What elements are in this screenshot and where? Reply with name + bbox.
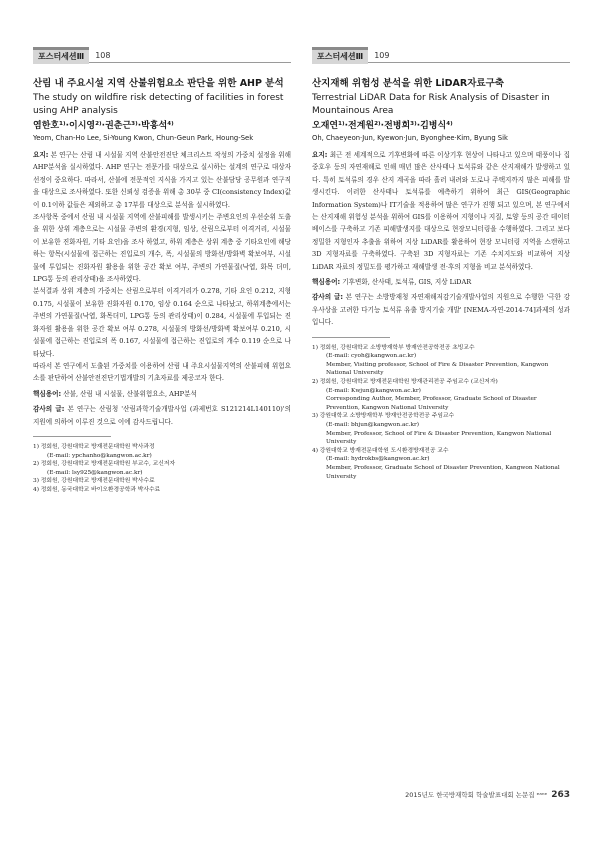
authors-korean: 오재연¹⁾·전계원²⁾·전병희³⁾·김병식⁴⁾: [312, 121, 453, 131]
footnote: (E-mail: Kwjun@kangwon.ac.kr): [326, 387, 421, 394]
session-header: [33, 48, 291, 63]
footnote: Corresponding Author, Member, Professor, Graduate School of Disaster Prevention, Kangwon National University: [326, 396, 537, 411]
footnote: 2) 정회원, 강원대학교 방재전문대학원 부교수, 교신저자: [33, 461, 176, 468]
proceedings-title: 2015년도 한국방재학회 학술발표대회 논문집 ᵉᵃⁿᵉ: [405, 791, 548, 799]
abstract-label: 요지:: [312, 151, 328, 159]
footnote: 3) 정회원, 강원대학교 방재전문대학원 박사수료: [33, 478, 155, 485]
abstract-paragraph: 요지: 최근 전 세계적으로 기후변화에 따른 이상기후 현상이 나타나고 있으며 태풍이나 집중호우 등의 자연재해로 인해 매년 많은 산사태나 토석류와 같은 산지재해가 발생하고 있다. 특히 토석류의 경우 산지 계곡을 따라 흘러 내려와 도로나 주택지까지 많은 피해를 발생시킨다. 이러한 산사태나 토석류를 예측하기 위하여 최근 GIS(Geographic Information System)나 IT기술을 적용하여 많은 연구가 진행 되고 있으며, 본 연구에서는 산지재해 위험성 분석을 위하여 GIS를 이용하여 지형이나 지질, 토양 등의 공간 데이터베이스를 구축하고 기존 피해발생지를 대상으로 현장모니터링을 수행하였다. 그리고 보다 정밀한 지형인자 추출을 위하여 지상 LiDAR를 활용하여 현장 모니터링 지역을 스캔하고 3D 지형자료를 구축하였다. 구축된 3D 지형자료는 기존 수치지도와 비교하여 지상 LiDAR 자료의 정밀도를 평가하고 재해발생 전·후의 지형을 비교 분석하였다.: [312, 151, 570, 271]
authors-english: Yeom, Chan-Ho Lee, Si-Young Kwon, Chun-Geun Park, Houng-Sek: [33, 134, 254, 142]
page-number: 263: [551, 790, 570, 800]
keywords-label: 핵심용어:: [312, 278, 341, 287]
article-number: 108: [95, 50, 111, 60]
abstract: [312, 149, 570, 273]
left-article: [33, 48, 291, 495]
abstract-paragraph: 요지: 본 연구는 산림 내 시설물 지역 산불안전진단 체크리스트 작성의 가중치 설정을 위해 AHP분석을 실시하였다. AHP 연구는 전문가를 대상으로 실시하는 설계의 연구로 대상자 선정이 중요하다. 따라서, 산불에 전문적인 지식을 가지고 있는 산불담당 공무원과 연구직을 대상으로 조사하였다. 또한 신뢰성 검증을 위해 총 30부 중 CI(consistency Index)값이 0.1이하 값들은 제외하고 총 17부를 대상으로 분석을 실시하였다.: [33, 151, 291, 209]
title-korean: 산림 내 주요시설 지역 산불위험요소 판단을 위한 AHP 분석: [33, 78, 284, 89]
footnote: (E-mail: cyoh@kangwon.ac.kr): [326, 353, 417, 360]
footnote: (E-mail: hydrokbs@kangwon.ac.kr): [326, 456, 430, 463]
right-article: [312, 48, 570, 481]
footnote: 3) 강원대학교 소방방재학부 방재안전공학전공 주임교수: [312, 413, 455, 420]
footnote: 1) 정회원, 강원대학교 소방방재학부 방재안전공학전공 초빙교수: [312, 344, 475, 351]
footnote: Member, Professor, School of Fire & Disaster Prevention, Kangwon National University: [326, 430, 552, 446]
footnote: 2) 정회원, 강원대학교 방재전문대학원 방재관리전공 주임교수 (교신저자): [312, 379, 498, 386]
abstract-paragraph: 조사항목 중에서 산림 내 시설물 지역에 산불피해를 발생시키는 주변요인의 우선순위 도출을 위한 상위 계층으로는 시설물 주변의 환경(지형, 임상, 산림으로부터 이격거리, 시설물이 보유한 진화자원, 기타 요인)을 조사 하였고, 하위 계층은 상위 계층 중 기타요인에 해당하는 항목(시설물에 접근하는 진입로의 개수, 폭, 시설물의 방화선/방화벽 확보여부, 시설물에 투입되는 진화자원 활용을 위한 공간 확보 여부, 주변의 가연물질(낙엽, 화목 더미, LPG통 등의 관리상태)을 조사하였다.: [33, 213, 291, 284]
ack-label: 감사의 글:: [312, 293, 343, 302]
acknowledgement: 감사의 글: 본 연구는 소방방재청 자연재해저감기술개발사업의 지원으로 수행한 '극한 강우사상을 고려한 다기능 토석류 유출 방지기술 개발' [NEMA-자연-2014-74]과제의 성과입니다.: [312, 293, 570, 327]
keywords: 핵심용어: 기후변화, 산사태, 토석류, GIS, 지상 LiDAR: [312, 278, 472, 287]
footnote: Member, Professor, Graduate School of Disaster Prevention, Kangwon National University: [326, 465, 560, 480]
authors-korean: 염한호¹⁾·이시영²⁾·권춘근³⁾·박흥석⁴⁾: [33, 121, 174, 131]
footnote: 1) 정회원, 강원대학교 방재전문대학원 박사과정: [33, 443, 155, 450]
footnotes: [312, 344, 570, 482]
abstract: [33, 149, 291, 385]
footnote: (E-mail: lsy925@kangwon.ac.kr): [47, 469, 143, 476]
footnote-divider: [33, 436, 111, 437]
title-english: The study on wildfire risk detecting of facilities in forest using AHP analysis: [33, 93, 284, 116]
session-badge: 포스터세션Ⅲ: [33, 47, 89, 64]
title-english: Terrestrial LiDAR Data for Risk Analysis of Disaster in Mountainous Area: [312, 93, 550, 116]
footnote-divider: [312, 337, 390, 338]
article-number: 109: [374, 50, 390, 60]
acknowledgement: 감사의 글: 본 연구는 산림청 '산림과학기술개발사업 (과제번호 S121214L140110)'의 지원에 의하여 이루진 것으로 이에 감사드립니다.: [33, 405, 291, 426]
abstract-paragraph: 분석결과 상위 계층의 가중치는 산림으로부터 이격거리가 0.278, 기타 요인 0.212, 지형 0.175, 시설물이 보유한 진화자원 0.170, 임상 0.164 순으로 나타났고, 하위계층에서는 주변의 가연물질(낙엽, 화목더미, LPG통 등의 관리상태)이 0.284, 시설물에 투입되는 진화자원 활용을 위한 공간 확보 여부 0.278, 시설물의 방화선/방화벽 확보여부 0.210, 시설물에 접근하는 진입로의 폭 0.167, 시설물에 접근하는 진입로의 개수 0.119 순으로 나타났다.: [33, 287, 291, 358]
keywords-label: 핵심용어:: [33, 389, 62, 398]
footnote: (E-mail: bhjun@kangwon.ac.kr): [326, 422, 420, 429]
footnotes: [33, 443, 291, 495]
abstract-label: 요지:: [33, 151, 49, 159]
abstract-paragraph: 따라서 본 연구에서 도출된 가중치를 이용하여 산림 내 주요시설물지역의 산불피해 위험요소를 판단하여 산불안전진단기법개발의 기초자료를 제공코자 한다.: [33, 361, 291, 383]
keywords: 핵심용어: 산불, 산림 내 시설물, 산불위험요소, AHP분석: [33, 389, 197, 398]
footnote: Member, Visiting professor, School of Fire & Disaster Prevention, Kangwon National University: [326, 361, 549, 377]
ack-label: 감사의 글:: [33, 405, 65, 414]
footnote: 4) 정회원, 동국대학교 바이오환경공학과 박사수료: [33, 486, 161, 493]
authors-english: Oh, Chaeyeon·Jun, Kyewon·Jun, Byonghee·Kim, Byung Sik: [312, 134, 508, 142]
session-badge: 포스터세션Ⅲ: [312, 47, 368, 64]
footnote: (E-mail: ypchanho@kangwon.ac.kr): [47, 452, 152, 459]
title-korean: 산지재해 위험성 분석을 위한 LiDAR자료구축: [312, 78, 504, 89]
session-header: [312, 48, 570, 63]
page-footer: [405, 790, 570, 800]
footnote: 4) 강원대학교 방재전문대학원 도시환경방재전공 교수: [312, 447, 449, 454]
